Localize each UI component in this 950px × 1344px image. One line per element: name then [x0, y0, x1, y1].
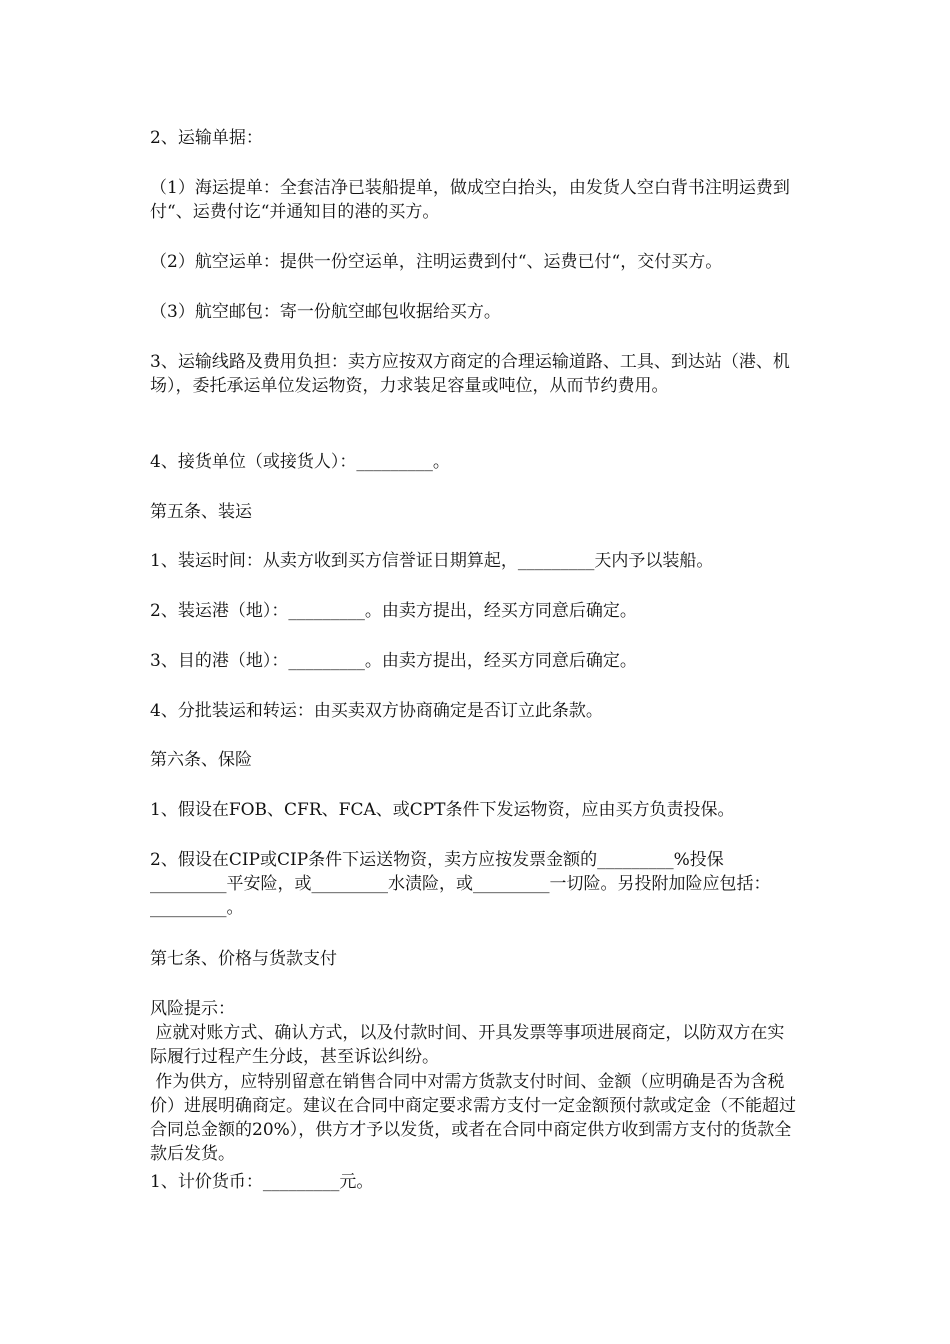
paragraph-ocean-bill: （1）海运提单：全套洁净已装船提单，做成空白抬头，由发货人空白背书注明运费到付“、运费付讫“并通知目的港的买方。	[150, 178, 790, 222]
risk-notice-item-1: 应就对账方式、确认方式，以及付款时间、开具发票等事项进展商定，以防双方在实际履行过程产生分歧，甚至诉讼纠纷。	[150, 1023, 785, 1067]
paragraph-insurance-cip: 2、假设在CIP或CIP条件下运送物资，卖方应按发票金额的_________%投保_________平安险，或_________水渍险，或_________一切险。另投附加险应包括：_________。	[150, 850, 771, 918]
heading-article-7: 第七条、价格与货款支付	[150, 949, 337, 969]
paragraph-transport-documents: 2、运输单据：	[150, 128, 263, 148]
paragraph-air-waybill: （2）航空运单：提供一份空运单，注明运费到付“、运费已付“，交付买方。	[150, 252, 723, 272]
heading-article-6: 第六条、保险	[150, 750, 252, 770]
paragraph-insurance-fob: 1、假设在FOB、CFR、FCA、或CPT条件下发运物资，应由买方负责投保。	[150, 800, 735, 820]
paragraph-shipment-time: 1、装运时间：从卖方收到买方信誉证日期算起，_________天内予以装船。	[150, 551, 714, 571]
paragraph-loading-port: 2、装运港（地）：_________。由卖方提出，经买方同意后确定。	[150, 601, 637, 621]
paragraph-currency: 1、计价货币：_________元。	[150, 1172, 374, 1192]
paragraph-consignee: 4、接货单位（或接货人）：_________。	[150, 452, 450, 472]
paragraph-transport-route: 3、运输线路及费用负担：卖方应按双方商定的合理运输道路、工具、到达站（港、机场），委托承运单位发运物资，力求装足容量或吨位，从而节约费用。	[150, 352, 790, 396]
paragraph-partial-shipment: 4、分批装运和转运：由买卖双方协商确定是否订立此条款。	[150, 701, 603, 721]
risk-notice-title: 风险提示：	[150, 999, 235, 1019]
risk-notice-item-2: 作为供方，应特别留意在销售合同中对需方货款支付时间、金额（应明确是否为含税价）进展明确商定。建议在合同中商定要求需方支付一定金额预付款或定金（不能超过合同总金额的20%），供方才予以发货，或者在合同中商定供方收到需方支付的货款全款后发货。	[150, 1072, 796, 1164]
heading-article-5: 第五条、装运	[150, 502, 252, 522]
paragraph-air-parcel: （3）航空邮包：寄一份航空邮包收据给买方。	[150, 302, 501, 322]
paragraph-destination-port: 3、目的港（地）：_________。由卖方提出，经买方同意后确定。	[150, 651, 637, 671]
